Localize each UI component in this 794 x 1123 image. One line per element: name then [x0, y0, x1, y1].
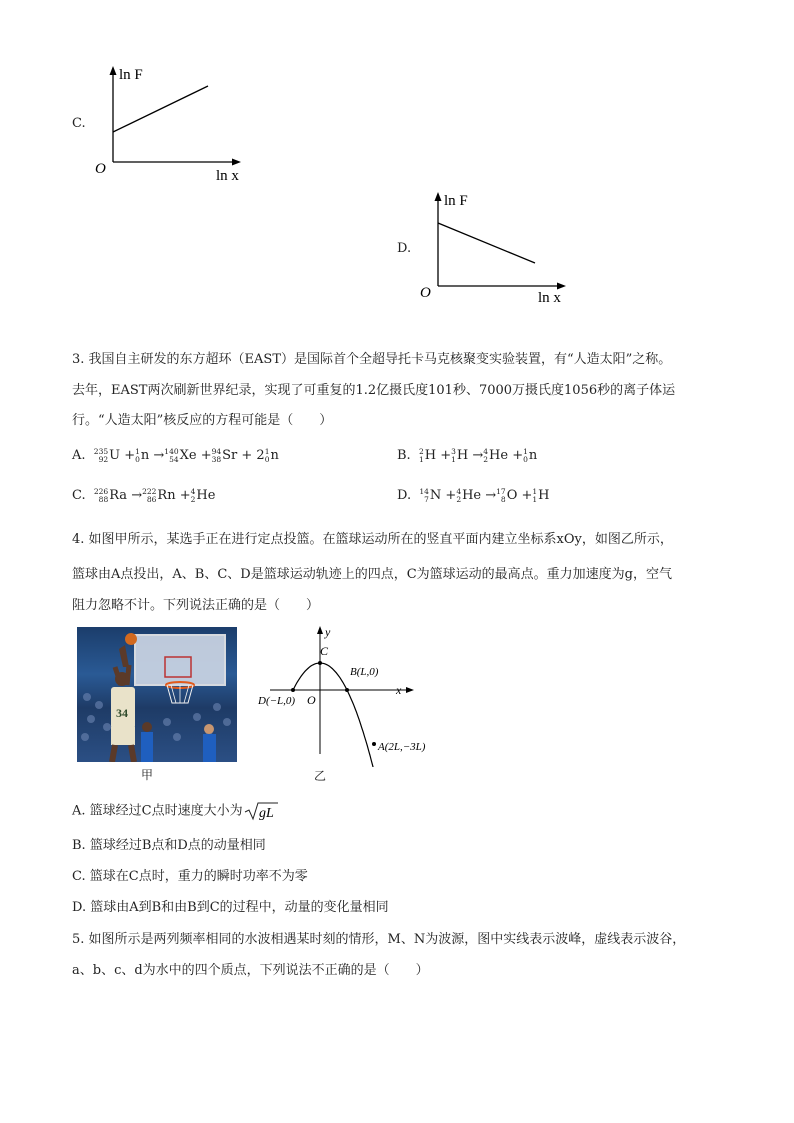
label-O: O — [307, 693, 316, 707]
graph-c-y-label: ln F — [119, 67, 143, 83]
point-C — [318, 661, 322, 665]
point-B — [345, 688, 349, 692]
graph-c-lnF-vs-lnx — [88, 60, 258, 185]
point-A — [372, 742, 376, 746]
caption-yi: 乙 — [314, 769, 327, 783]
q3-option-a-label: A. — [72, 448, 86, 463]
graph-c-origin: O — [95, 161, 106, 177]
x-axis-label: x — [396, 683, 402, 697]
label-A: A(2L,−3L) — [378, 741, 426, 753]
q3-option-c: C. 226 88 Ra → 222 86 Rn + 4 2 He — [72, 486, 216, 504]
graph-d-y-label: ln F — [444, 193, 468, 209]
label-D: D(−L,0) — [258, 695, 296, 707]
point-D — [291, 688, 295, 692]
q3-option-d-label: D. — [397, 488, 412, 503]
q4-option-a-text: A. 篮球经过C点时速度大小为 — [72, 803, 243, 819]
q4-option-c: C. 篮球在C点时，重力的瞬时功率不为零 — [72, 869, 308, 884]
q4-line1: 4. 如图甲所示，某选手正在进行定点投篮。在篮球运动所在的竖直平面内建立坐标系xOy，如图乙所示， — [72, 532, 673, 547]
y-axis-label: y — [325, 625, 331, 639]
q4-line3: 阻力忽略不计。下列说法正确的是（ ） — [72, 598, 320, 613]
q5-line1: 5. 如图所示是两列频率相同的水波相遇某时刻的情形，M、N为波源，图中实线表示波峰，虚线表示波谷， — [72, 932, 686, 947]
basketball-photo — [77, 627, 237, 762]
sqrt-content: gL — [258, 806, 274, 821]
jersey-number: 34 — [116, 706, 128, 720]
q3-option-b: B. 2 1 H + 3 1 H → 4 2 He + 1 0 n — [397, 446, 538, 464]
sqrt-expression — [243, 800, 279, 822]
q4-option-d: D. 篮球由A到B和由B到C的过程中，动量的变化量相同 — [72, 900, 389, 915]
q3-line2: 去年，EAST两次刷新世界纪录，实现了可重复的1.2亿摄氏度101秒、7000万摄氏度1056秒的离子体运 — [72, 383, 676, 398]
q4-option-a — [72, 800, 279, 822]
caption-jia: 甲 — [141, 768, 154, 782]
label-C: C — [320, 644, 329, 658]
graph-d-x-label: ln x — [538, 290, 561, 306]
option-c-label: C. — [72, 116, 86, 131]
q3-option-a: A. 235 92 U + 1 0 n → 140 54 Xe + 94 38 Sr + 2 1 0 n — [72, 446, 279, 464]
graph-d-origin: O — [420, 285, 431, 301]
q4-line2: 篮球由A点投出，A、B、C、D是篮球运动轨迹上的四点，C为篮球运动的最高点。重力加速度为g，空气 — [72, 567, 672, 582]
graph-d-lnF-vs-lnx — [413, 186, 583, 308]
q3-line1: 3. 我国自主研发的东方超环（EAST）是国际首个全超导托卡马克核聚变实验装置，有“人造太阳”之称。 — [72, 352, 672, 367]
q3-line3: 行。“人造太阳”核反应的方程可能是（ ） — [72, 413, 333, 428]
graph-c-x-label: ln x — [216, 168, 239, 184]
q3-option-d: D. 14 7 N + 4 2 He → 17 8 O + 1 1 H — [397, 486, 550, 504]
option-d-label: D. — [397, 241, 412, 256]
q5-line2: a、b、c、d为水中的四个质点，下列说法不正确的是（ ） — [72, 963, 429, 978]
trajectory-graph — [250, 622, 450, 767]
basketball-photo-drawing — [77, 627, 237, 762]
q4-option-b: B. 篮球经过B点和D点的动量相同 — [72, 838, 266, 853]
q3-option-b-label: B. — [397, 448, 411, 463]
q3-option-c-label: C. — [72, 488, 86, 503]
label-B: B(L,0) — [350, 666, 379, 678]
